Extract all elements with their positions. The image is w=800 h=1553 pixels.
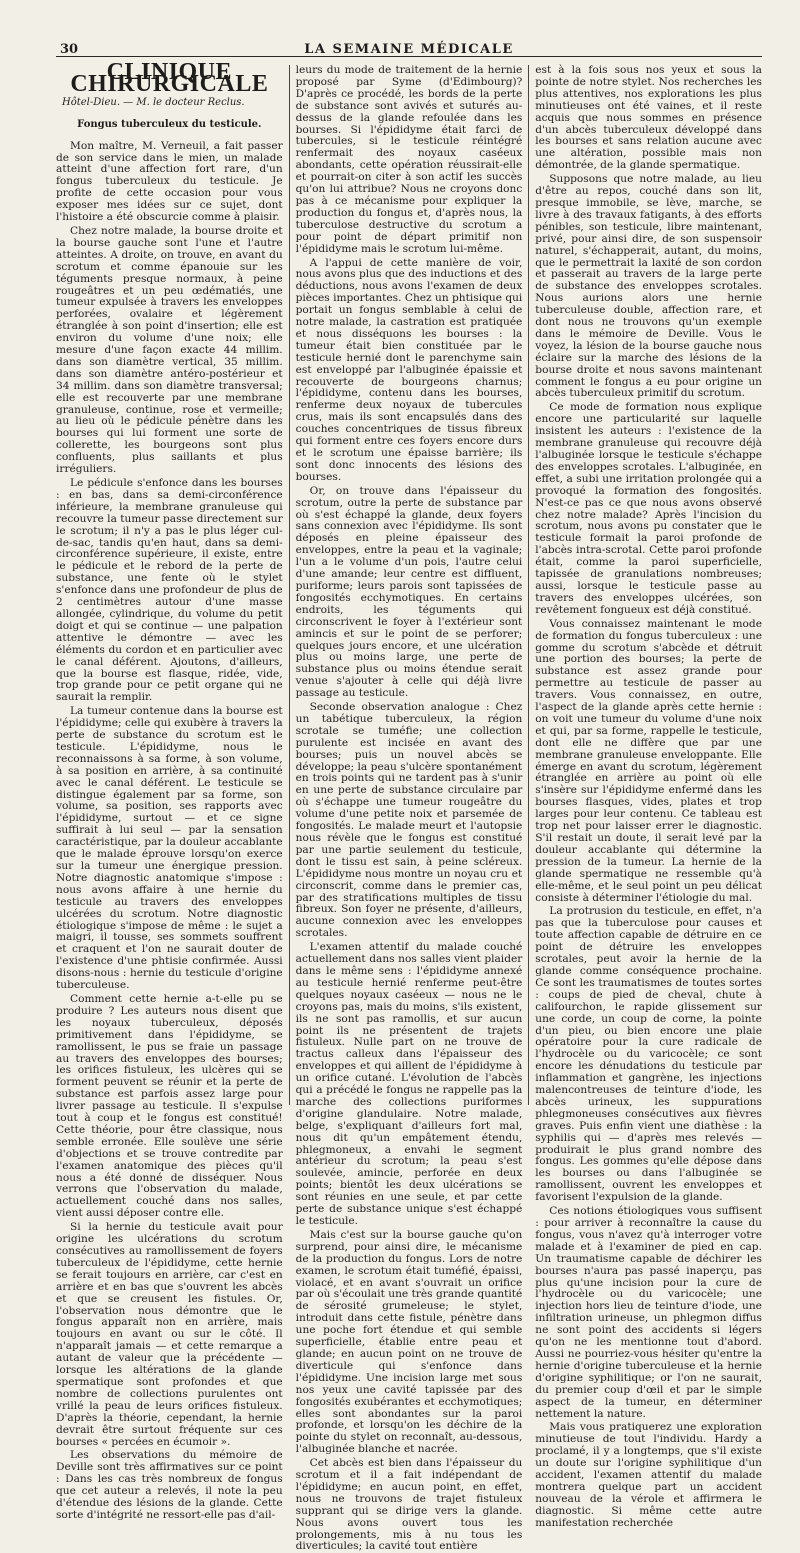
column-rule: [528, 65, 529, 1105]
paragraph: L'examen attentif du malade couché actuellement dans nos salles vient plaider dans le même sens : l'épididyme annexé au testicule hernié renferme peut-être quelques noyaux caséeux — nous ne le croyons pas, mais du moins, s'ils existent, ils ne sont pas ramollis, et sur aucun point ils ne présentent de trajets fistuleux. Nulle part on ne trouve de tractus calleux dans l'épaisseur des enveloppes et qui aillent de l'épididyme à un orifice cutané. L'évolution de l'abcès qui a précédé le fongus ne rappelle pas la marche des collections puriformes d'origine glandulaire. Notre malade, belge, s'expliquant d'ailleurs fort mal, nous dit qu'un empâtement étendu, phlegmoneux, a envahi le segment antérieur du scrotum; la peau s'est soulevée, amincie, perforée en deux points; bientôt les deux ulcérations se sont réunies en une seule, et par cette perte de substance unique s'est échappé le testicule.: [295, 941, 523, 1227]
paragraph: Le pédicule s'enfonce dans les bourses : en bas, dans sa demi-circonférence inférieure, la membrane granuleuse qui recouvre la tumeur passe directement sur le scrotum; il n'y a pas le plus léger cul-de-sac, tandis qu'en haut, dans sa demi-circonférence supérieure, il existe, entre le pédicule et le rebord de la perte de substance, une fente où le stylet s'enfonce dans une profondeur de plus de 2 centimètres autour d'une masse allongée, cylindrique, du volume du petit doigt et qui se continue — une palpation attentive le démontre — avec les éléments du cordon et en particulier avec le canal déférent. Ajoutons, d'ailleurs, que la bourse est flasque, ridée, vide, trop grande pour ce petit organe qui ne saurait la remplir.: [56, 477, 283, 704]
paragraph: Ces notions étiologiques vous suffisent : pour arriver à reconnaître la cause du fongus, vous n'avez qu'à interroger votre malade et à l'examiner de pied en cap. Un traumatisme capable de déchirer les bourses n'aura pas passé inaperçu, pas plus qu'une incision pour la cure de l'hydrocèle ou du varicocèle; une injection hors lieu de teinture d'iode, une infiltration urineuse, un phlegmon diffus ne sont point des accidents si légers qu'on ne les mentionne tout d'abord. Aussi ne pourriez-vous hésiter qu'entre la hernie d'origine tuberculeuse et la hernie d'origine syphilitique; or l'on ne saurait, du premier coup d'œil et par le simple aspect de la tumeur, en déterminer nettement la nature.: [535, 1205, 762, 1420]
article-subtitle: Fongus tuberculeux du testicule.: [77, 118, 262, 130]
paragraph: Supposons que notre malade, au lieu d'être au repos, couché dans son lit, presque immobile, se lève, marche, se livre à des travaux fatigants, à des efforts pénibles, son testicule, libre maintenant, privé, pour ainsi dire, de son suspensoir naturel, s'échapperait, autant, du moins, que le permettrait la laxité de son cordon et passerait au travers de la large perte de substance des enveloppes scrotales. Nous aurions alors une hernie tuberculeuse double, affection rare, et dont nous ne trouvons qu'un exemple dans le mémoire de Deville. Vous le voyez, la lésion de la bourse gauche nous éclaire sur la marche des lésions de la bourse droite et nous savons maintenant comment le fongus a eu pour origine un abcès tuberculeux primitif du scrotum.: [535, 173, 762, 400]
paragraph: leurs du mode de traitement de la hernie proposé par Syme (d'Edimbourg)? D'après ce procédé, les bords de la perte de substance sont avivés et suturés au-dessus de la glande refoulée dans les bourses. Si l'épididyme était farci de tubercules, si le testicule réintégré renfermait des noyaux caséeux abondants, cette opération réussirait-elle et pourrait-on citer à son actif les succès qu'on lui attribue? Nous ne croyons donc pas à ce mécanisme pour expliquer la production du fongus et, d'après nous, la tuberculose destructive du scrotum a pour point de départ primitif non l'épididyme mais le scrotum lui-même.: [295, 64, 523, 255]
paragraph: Or, on trouve dans l'épaisseur du scrotum, outre la perte de substance par où s'est échappé la glande, deux foyers sans connexion avec l'épididyme. Ils sont déposés en pleine épaisseur des enveloppes, entre la peau et la vaginale; l'un a le volume d'un pois, l'autre celui d'une amande; leur centre est diffluent, puriforme; leurs parois sont tapissées de fongosités ecchymotiques. En certains endroits, les téguments qui circonscrivent le foyer à l'extérieur sont amincis et sur le point de se perforer; quelques jours encore, et une ulcération plus ou moins large, une perte de substance plus ou moins étendue serait venue s'ajouter à celle qui déjà livre passage au testicule.: [295, 484, 523, 700]
byline: Hôtel-Dieu. — M. le docteur Reclus.: [62, 96, 245, 108]
paragraph: La tumeur contenue dans la bourse est l'épididyme; celle qui exubère à travers la perte de substance du scrotum est le testicule. L'épididyme, nous le reconnaissons à sa forme, à son volume, à sa position en arrière, à sa continuité avec le canal déférent. Le testicule se distingue également par sa forme, son volume, sa position, ses rapports avec l'épididyme, surtout — et ce signe suffirait à lui seul — par la sensation caractéristique, par la douleur accablante que le malade éprouve lorsqu'on exerce sur la tumeur une énergique pression. Notre diagnostic anatomique s'impose : nous avons affaire à une hernie du testicule au travers des enveloppes ulcérées du scrotum. Notre diagnostic étiologique s'impose de même : le sujet a maigri, il tousse, ses sommets souffrent et craquent et l'on ne saurait douter de l'existence d'une phtisie confirmée. Aussi disons-nous : hernie du testicule d'origine tuberculeuse.: [56, 705, 283, 992]
column-3: [535, 64, 762, 1529]
paragraph: Vous connaissez maintenant le mode de formation du fongus tuberculeux : une gomme du scrotum s'abcède et détruit une portion des bourses; la perte de substance est assez grande pour permettre au testicule de passer au travers. Vous connaissez, en outre, l'aspect de la glande après cette hernie : on voit une tumeur du volume d'une noix et qui, par sa forme, rappelle le testicule, dont elle ne diffère que par une membrane granuleuse enveloppante. Elle émerge en avant du scrotum, légèrement étranglée en arrière au point où elle s'insère sur l'épididyme enfermé dans les bourses flasques, vides, plates et trop larges pour leur contenu. Ce tableau est trop net pour laisser errer le diagnostic. S'il restait un doute, il serait levé par la douleur accablante qui détermine la pression de la tumeur. La hernie de la glande spermatique ne ressemble qu'à elle-même, et le seul point un peu délicat consiste à déterminer l'étiologie du mal.: [535, 617, 762, 904]
paragraph: Mais c'est sur la bourse gauche qu'on surprend, pour ainsi dire, le mécanisme de la production du fongus. Lors de notre examen, le scrotum était tuméfié, épaissi, violacé, et en avant s'ouvrait un orifice par où s'écoulait une très grande quantité de sérosité grumeleuse; le stylet, introduit dans cette fistule, pénètre dans une poche fort étendue et qui semble superficielle, établie entre peau et glande; en aucun point on ne trouve de diverticule qui s'enfonce dans l'épididyme. Une incision large met sous nos yeux une cavité tapissée par des fongosités exubérantes et ecchymotiques; elles sont abondantes sur la paroi profonde, et lorsqu'on les déchire de la pointe du stylet on reconnaît, au-dessous, l'albuginée blanche et nacrée.: [295, 1228, 523, 1456]
page-number: 30: [60, 42, 79, 57]
journal-title: LA SEMAINE MÉDICALE: [304, 42, 514, 57]
column-rule: [289, 65, 290, 1105]
paragraph: La protrusion du testicule, en effet, n'a pas que la tuberculose pour causes et toute affection capable de détruire en ce point de détruire les enveloppes scrotales, peut avoir la hernie de la glande comme conséquence prochaine. Ce sont les traumatismes de toutes sortes : coups de pied de cheval, chute à califourchon, le rapide glissement sur une corde, un coup de corne, la pointe d'un pieu, ou bien encore une plaie opératoire pour la cure radicale de l'hydrocèle ou du varicocèle; ce sont encore les dénudations du testicule par inflammation et gangrène, les injections malencontreuses de teinture d'iode, les abcès urineux, les suppurations phlegmoneuses consécutives aux fièvres graves. Puis enfin vient une diathèse : la syphilis qui — d'après mes relevés — produirait le plus grand nombre des fongus. Les gommes qu'elle dépose dans les bourses ou dans l'albuginée se ramollissent, ouvrent les enveloppes et favorisent l'expulsion de la glande.: [535, 905, 762, 1204]
paragraph: Mon maître, M. Verneuil, a fait passer de son service dans le mien, un malade atteint d'une affection fort rare, d'un fongus tuberculeux du testicule. Je profite de cette occasion pour vous exposer mes idées sur ce sujet, dont l'histoire a été obscurcie comme à plaisir.: [56, 139, 283, 224]
column-1: [56, 59, 283, 1521]
paragraph: Mais vous pratiquerez une exploration minutieuse de tout l'individu. Hardy a proclamé, il y a longtemps, que s'il existe un doute sur l'origine syphilitique d'un accident, l'examen attentif du malade montrera quelque part un accident nouveau de la vérole et affirmera le diagnostic. Si même cette autre manifestation recherchée: [535, 1421, 762, 1529]
paragraph: Cet abcès est bien dans l'épaisseur du scrotum et il a fait indépendant de l'épididyme; en aucun point, en effet, nous ne trouvons de trajet fistuleux supprant qui se dirige vers la glande. Nous avons ouvert tous les prolongements, mis à nu tous les diverticules; la cavité tout entière: [295, 1457, 523, 1553]
section-title: CLINIQUE CHIRURGICALE: [70, 59, 269, 97]
paragraph: A l'appui de cette manière de voir, nous avons plus que des inductions et des déductions, nous avons l'examen de deux pièces importantes. Chez un phtisique qui portait un fongus semblable à celui de notre malade, la castration est pratiquée et nous disséquons les bourses : la tumeur était bien constituée par le testicule hernié dont le parenchyme sain est enveloppé par l'albuginée épaissie et recouverte de bourgeons charnus; l'épididyme, contenu dans les bourses, renferme deux noyaux de tubercules crus, mais ils sont encapsulés dans des couches concentriques de tissus fibreux qui forment entre ces foyers encore durs et le scrotum une épaisse barrière; ils sont donc innocents des lésions des bourses.: [295, 256, 523, 483]
paragraph: Seconde observation analogue : Chez un tabétique tuberculeux, la région scrotale se tuméfie; une collection purulente est incisée en avant des bourses; puis un nouvel abcès se développe; la peau s'ulcère spontanément en trois points qui ne tardent pas à s'unir en une perte de substance circulaire par où s'échappe une tumeur rougeâtre du volume d'une petite noix et parsemée de fongosités. Le malade meurt et l'autopsie nous révèle que le fongus est constitué par une partie seulement du testicule, dont le tissu est sain, à peine scléreux. L'épididyme nous montre un noyau cru et circonscrit, comme dans le premier cas, par des stratifications multiples de tissu fibreux. Son foyer ne présente, d'ailleurs, aucune connexion avec les enveloppes scrotales.: [295, 701, 523, 940]
paragraph: Les observations du mémoire de Deville sont très affirmatives sur ce point : Dans les cas très nombreux de fongus que cet auteur a relevés, il note la peu d'étendue des lésions de la glande. Cette sorte d'intégrité ne ressort-elle pas d'ail-: [56, 1449, 283, 1521]
column-2: [295, 64, 523, 1553]
paragraph: Chez notre malade, la bourse droite et la bourse gauche sont l'une et l'autre atteintes. A droite, on trouve, en avant du scrotum et comme épanouie sur les téguments presque normaux, à peine rougeâtres et un peu œdématiés, une tumeur expulsée à travers les enveloppes perforées, ovalaire et légèrement étranglée à son point d'insertion; elle est environ du volume d'une noix; elle mesure d'une façon exacte 44 millim. dans son diamètre vertical, 35 millim. dans son diamètre antéro-postérieur et 34 millim. dans son diamètre transversal; elle est recouverte par une membrane granuleuse, continue, rose et vermeille; au lieu où le pédicule pénètre dans les bourses qui lui forment une sorte de collerette, les bourgeons sont plus confluents, plus saillants et plus irréguliers.: [56, 224, 283, 476]
paragraph: Si la hernie du testicule avait pour origine les ulcérations du scrotum consécutives au ramollissement de foyers tuberculeux de l'épididyme, cette hernie se ferait toujours en arrière, car c'est en arrière et en bas que s'ouvrent les abcès et que se creusent les fistules. Or, l'observation nous démontre que le fongus apparaît non en arrière, mais toujours en avant ou sur le côté. Il n'apparaît jamais — et cette remarque a autant de valeur que la précédente — lorsque les altérations de la glande spermatique sont profondes et que nombre de collections purulentes ont vrillé la peau de leurs orifices fistuleux. D'après la théorie, cependant, la hernie devrait être surtout fréquente sur ces bourses « percées en écumoir ».: [56, 1221, 283, 1448]
paragraph: Comment cette hernie a-t-elle pu se produire ? Les auteurs nous disent que les noyaux tuberculeux, déposés primitivement dans l'épididyme, se ramollissent, le pus se fraie un passage au travers des enveloppes des bourses; les orifices fistuleux, les ulcères qui se forment peuvent se réunir et la perte de substance est parfois assez large pour livrer passage au testicule. Il s'expulse tout à coup et le fongus est constitué! Cette théorie, pour être classique, nous semble erronée. Elle soulève une série d'objections et se trouve contredite par l'examen anatomique des pièces qu'il nous a été donné de disséquer. Nous verrons que l'observation du malade, actuellement couché dans nos salles, vient aussi déposer contre elle.: [56, 992, 283, 1220]
paragraph: est à la fois sous nos yeux et sous la pointe de notre stylet. Nos recherches les plus attentives, nos explorations les plus minutieuses ont été vaines, et il reste acquis que nous sommes en présence d'un abcès tuberculeux développé dans les bourses et sans relation aucune avec une altération, possible mais non démontrée, de la glande spermatique.: [535, 64, 762, 172]
article-columns: [56, 59, 762, 1553]
paragraph: Ce mode de formation nous explique encore une particularité sur laquelle insistent les auteurs : l'existence de la membrane granuleuse qui recouvre déjà l'albuginée lorsque le testicule s'échappe des enveloppes scrotales. L'albuginée, en effet, a subi une irritation prolongée qui a provoqué la formation des fongosités. N'est-ce pas ce que nous avons observé chez notre malade? Après l'incision du scrotum, nous avons pu constater que le testicule formait la paroi profonde de l'abcès intra-scrotal. Cette paroi profonde était, comme la paroi superficielle, tapissée de granulations nombreuses; aussi, lorsque le testicule passe au travers des enveloppes ulcérées, son revêtement fongueux est déjà constitué.: [535, 401, 762, 616]
page-header: [56, 30, 762, 57]
